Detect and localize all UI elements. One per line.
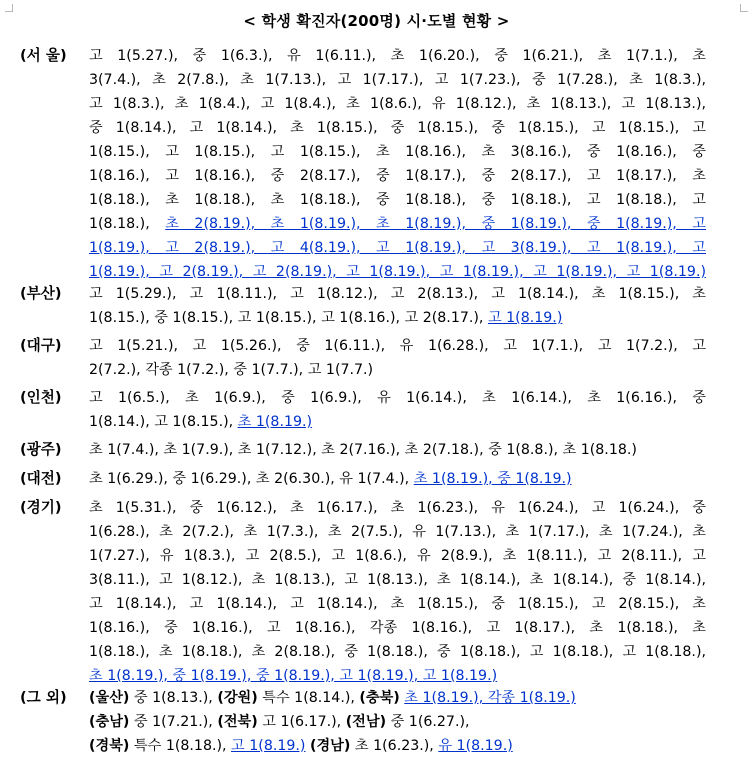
text-line bbox=[89, 92, 706, 116]
text-line bbox=[89, 467, 706, 491]
sub-region-label: (전북) bbox=[217, 714, 258, 730]
text-line bbox=[89, 358, 706, 382]
case-text: 특수 1(8.14.), bbox=[257, 690, 360, 706]
text-line bbox=[89, 520, 706, 544]
text-line bbox=[89, 282, 706, 306]
case-text: 고 1(5.29.), 고 1(8.11.), 고 1(8.12.), 고 2(8.13.), 고 1(8.14.), 초 1(8.15.), 초 bbox=[89, 286, 706, 302]
case-text: 3(8.11.), 고 1(8.12.), 초 1(8.13.), 고 1(8.13.), 초 1(8.14.), 초 1(8.14.), 중 1(8.14.), bbox=[89, 572, 706, 588]
text-line bbox=[89, 438, 706, 462]
text-line bbox=[89, 386, 706, 410]
case-text: 1(8.16.), 고 1(8.16.), 중 2(8.17.), 중 1(8.17.), 중 2(8.17.), 고 1(8.17.), 초 bbox=[89, 168, 706, 184]
sub-region-label: (강원) bbox=[217, 690, 258, 706]
case-link[interactable]: 초 1(8.19.), 중 1(8.19.), 중 1(8.19.), 고 1(8.19.), 고 1(8.19.) bbox=[89, 668, 498, 684]
region-label: (부산) bbox=[20, 285, 62, 302]
case-link[interactable]: 1(8.19.), 고 2(8.19.), 고 2(8.19.), 고 1(8.19.), 고 1(8.19.), 고 1(8.19.), 고 1(8.19.) bbox=[89, 264, 706, 280]
sub-region-label: (경남) bbox=[309, 738, 351, 754]
text-line bbox=[89, 334, 706, 358]
text-line bbox=[89, 410, 706, 434]
sub-region-label: (충북) bbox=[359, 690, 400, 706]
case-link[interactable]: 초 2(8.19.), 초 1(8.19.), 초 1(8.19.), 중 1(8.19.), 중 1(8.19.), 고 bbox=[165, 216, 707, 232]
case-text: 중 1(8.14.), 고 1(8.14.), 초 1(8.15.), 중 1(8.15.), 중 1(8.15.), 고 1(8.15.), 고 bbox=[89, 120, 706, 136]
case-text: 초 1(6.29.), 중 1(6.29.), 초 2(6.30.), 유 1(7.4.), bbox=[89, 471, 414, 487]
sub-region-label: (울산) bbox=[89, 690, 130, 706]
case-text: 고 1(8.14.), 고 1(8.14.), 고 1(8.14.), 초 1(8.15.), 중 1(8.15.), 고 2(8.15.), 초 bbox=[89, 596, 706, 612]
region-label: (광주) bbox=[20, 441, 62, 458]
case-text: 1(6.28.), 초 2(7.2.), 초 1(7.3.), 초 2(7.5.), 유 1(7.13.), 초 1(7.17.), 초 1(7.24.), 초 bbox=[89, 524, 706, 540]
text-line bbox=[89, 710, 706, 734]
region-label: (대전) bbox=[20, 470, 62, 487]
case-text: 초 1(6.23.), bbox=[350, 738, 439, 754]
case-link[interactable]: 초 1(8.19.) bbox=[237, 414, 313, 430]
text-line bbox=[89, 734, 706, 758]
case-text: 고 1(6.17.), bbox=[257, 714, 346, 730]
text-line bbox=[89, 640, 706, 664]
case-text: 1(8.18.), 초 1(8.18.), 초 2(8.18.), 중 1(8.18.), 중 1(8.18.), 고 1(8.18.), 고 1(8.18.), bbox=[89, 644, 706, 660]
case-text: 1(8.15.), 중 1(8.15.), 고 1(8.15.), 고 1(8.16.), 고 2(8.17.), bbox=[89, 310, 488, 326]
text-line bbox=[89, 544, 706, 568]
case-text: 고 1(6.5.), 초 1(6.9.), 중 1(6.9.), 유 1(6.14.), 초 1(6.14.), 초 1(6.16.), 중 bbox=[89, 390, 706, 406]
case-link[interactable]: 고 1(8.19.) bbox=[231, 738, 306, 754]
case-text: 1(8.18.), bbox=[89, 216, 166, 232]
text-line bbox=[89, 140, 706, 164]
text-line bbox=[89, 306, 706, 330]
text-line bbox=[89, 212, 706, 236]
case-text: 1(8.18.), 초 1(8.18.), 초 1(8.18.), 중 1(8.18.), 중 1(8.18.), 고 1(8.18.), 고 bbox=[89, 192, 706, 208]
case-text: 중 1(6.27.), bbox=[386, 714, 470, 730]
region-label: (경기) bbox=[20, 499, 62, 516]
sub-region-label: (경북) bbox=[89, 738, 130, 754]
case-link[interactable]: 초 1(8.19.), 각종 1(8.19.) bbox=[404, 690, 576, 706]
text-line bbox=[89, 44, 706, 68]
case-text: 고 1(5.21.), 고 1(5.26.), 중 1(6.11.), 유 1(6.28.), 고 1(7.1.), 고 1(7.2.), 고 bbox=[89, 338, 706, 354]
text-line bbox=[89, 164, 706, 188]
case-text: 중 1(8.13.), bbox=[129, 690, 218, 706]
text-line bbox=[89, 116, 706, 140]
case-text: 고 1(8.3.), 초 1(8.4.), 고 1(8.4.), 초 1(8.6.), 유 1(8.12.), 초 1(8.13.), 고 1(8.13.), bbox=[89, 96, 706, 112]
case-link[interactable]: 고 1(8.19.) bbox=[487, 310, 563, 326]
region-label: (대구) bbox=[20, 337, 62, 354]
sub-region-label: (충남) bbox=[89, 714, 130, 730]
case-text: 초 1(5.31.), 중 1(6.12.), 초 1(6.17.), 초 1(6.23.), 유 1(6.24.), 고 1(6.24.), 중 bbox=[89, 500, 706, 516]
case-link[interactable]: 유 1(8.19.) bbox=[438, 738, 513, 754]
text-line bbox=[89, 664, 706, 688]
page-title: < 학생 확진자(200명) 시·도별 현황 > bbox=[243, 12, 510, 30]
text-line bbox=[89, 686, 706, 710]
case-text: 중 1(7.21.), bbox=[129, 714, 218, 730]
region-label: (그 외) bbox=[20, 689, 67, 706]
case-text: 2(7.2.), 각종 1(7.2.), 중 1(7.7.), 고 1(7.7.) bbox=[89, 362, 374, 378]
text-line bbox=[89, 592, 706, 616]
case-text: 1(7.27.), 유 1(8.3.), 고 2(8.5.), 고 1(8.6.), 유 2(8.9.), 초 1(8.11.), 고 2(8.11.), 고 bbox=[89, 548, 706, 564]
case-text: 1(8.16.), 중 1(8.16.), 고 1(8.16.), 각종 1(8.16.), 고 1(8.17.), 초 1(8.18.), 초 bbox=[89, 620, 706, 636]
region-label: (서 울) bbox=[20, 47, 67, 64]
case-text: 1(8.14.), 고 1(8.15.), bbox=[89, 414, 238, 430]
region-label: (인천) bbox=[20, 389, 62, 406]
sub-region-label: (전남) bbox=[345, 714, 387, 730]
text-line bbox=[89, 236, 706, 260]
text-line bbox=[89, 260, 706, 284]
text-line bbox=[89, 68, 706, 92]
text-line bbox=[89, 496, 706, 520]
case-text: 3(7.4.), 초 2(7.8.), 초 1(7.13.), 고 1(7.17.), 고 1(7.23.), 중 1(7.28.), 초 1(8.3.), bbox=[89, 72, 706, 88]
case-link[interactable]: 초 1(8.19.), 중 1(8.19.) bbox=[413, 471, 572, 487]
case-text: 1(8.15.), 고 1(8.15.), 고 1(8.15.), 초 1(8.16.), 초 3(8.16.), 중 1(8.16.), 중 bbox=[89, 144, 706, 160]
case-text: 고 1(5.27.), 중 1(6.3.), 유 1(6.11.), 초 1(6.20.), 중 1(6.21.), 초 1(7.1.), 초 bbox=[89, 48, 706, 64]
text-line bbox=[89, 616, 706, 640]
case-text: 특수 1(8.18.), bbox=[129, 738, 232, 754]
case-link[interactable]: 1(8.19.), 고 2(8.19.), 고 4(8.19.), 고 1(8.19.), 고 3(8.19.), 고 1(8.19.), 고 bbox=[89, 240, 706, 256]
text-line bbox=[89, 188, 706, 212]
text-line bbox=[89, 568, 706, 592]
case-text: 초 1(7.4.), 초 1(7.9.), 초 1(7.12.), 초 2(7.16.), 초 2(7.18.), 중 1(8.8.), 초 1(8.18.) bbox=[89, 442, 637, 458]
